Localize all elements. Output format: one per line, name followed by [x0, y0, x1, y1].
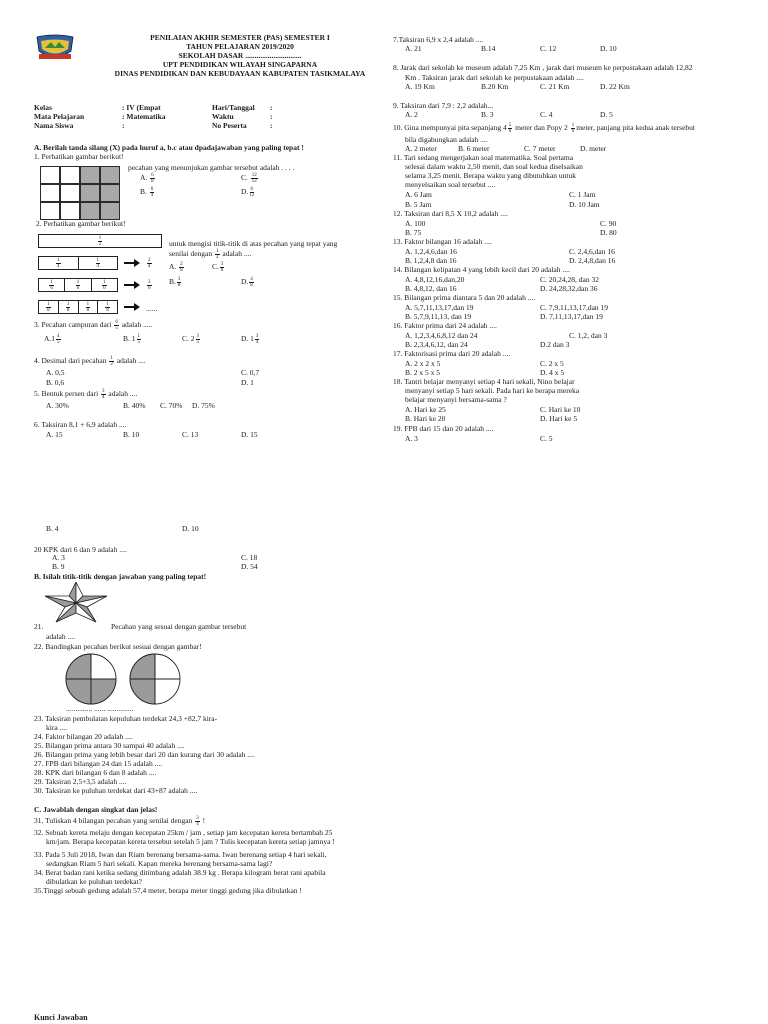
q4-option-a[interactable]: A. 0,5 [46, 368, 65, 377]
q7-option-b[interactable]: B.14 [481, 44, 496, 53]
q3-option-b[interactable]: B. 1 $\frac{1}{5}$ [123, 334, 141, 345]
question-29: 29. Taksiran 2,5+3,5 adalah .... [34, 777, 127, 786]
question-33-cont: sedangkan Riam 5 hari sekali. Kapan mereka berenang bersama-sama lagi? [46, 859, 273, 868]
q6-option-a[interactable]: A. 15 [46, 430, 63, 439]
header-dinas: DINAS PENDIDIKAN DAN KEBUDAYAAN KABUPATEN TASIKMALAYA [114, 69, 366, 78]
question-34-cont: dibulatkan ke puluhan terdekat? [46, 877, 143, 886]
question-35: 35.Tinggi sebuah gedung adalah 57,4 meter, berapa meter tinggi gedung jika dibulatkan ! [34, 886, 302, 895]
q1-option-d[interactable]: D. $\frac{6}{12}$ [241, 187, 255, 198]
question-9: 9. Taksiran dari 7,9 : 2,2 adalah... [393, 101, 494, 110]
q4-option-d[interactable]: D. 1 [241, 378, 254, 387]
q13-option-a[interactable]: A. 1,2,4,6,dan 16 [405, 247, 457, 256]
question-1: 1. Perhatikan gambar berikut! [34, 152, 124, 161]
peserta-label: No Peserta [212, 121, 247, 130]
q11-option-d[interactable]: D. 10 Jam [569, 200, 600, 209]
q8-option-c[interactable]: C. 21 Km [540, 82, 570, 91]
q2-option-d[interactable]: D. $\frac{4}{8}$ [241, 277, 253, 288]
hari-value: : [270, 103, 273, 112]
question-11-cont-2: selama 3,25 menit. Berapa waktu yang dibutuhkan untuk [405, 171, 577, 180]
q18-option-a[interactable]: A. Hari ke 25 [405, 405, 446, 414]
q14-option-d[interactable]: D. 24,28,32,dan 36 [540, 284, 598, 293]
q14-option-b[interactable]: B. 4,8,12, dan 16 [405, 284, 457, 293]
q4-option-c[interactable]: C. 0,7 [241, 368, 260, 377]
question-19: 19. FPB dari 15 dan 20 adalah .... [393, 424, 494, 433]
q20-option-b[interactable]: B. 9 [52, 562, 65, 571]
question-15: 15. Bilangan prima diantara 5 dan 20 adalah .... [393, 293, 536, 302]
nama-value: : [122, 121, 125, 130]
q5-option-c[interactable]: C. 70% [160, 401, 183, 410]
q18-option-d[interactable]: D. Hari ke 5 [540, 414, 578, 423]
section-a-heading: A. Berilah tanda silang (X) pada huruf a, b.c atau dpadajawaban yang paling tepat ! [34, 143, 304, 152]
q17-option-b[interactable]: B. 2 x 5 x 5 [405, 368, 441, 377]
question-7: 7.Taksiran 6,9 x 2,4 adalah .... [393, 35, 484, 44]
q19-option-a[interactable]: A. 3 [405, 434, 418, 443]
q7-option-a[interactable]: A. 21 [405, 44, 422, 53]
question-32: 32. Sebuah kereta melaju dengan kecepatan 25km / jam , setiap jam kecepatan kereta bertambah 25 [34, 828, 333, 837]
q16-option-b[interactable]: B. 2,3,4,6,12, dan 24 [405, 340, 468, 349]
q13-option-d[interactable]: D. 2,4,8,dan 16 [569, 256, 616, 265]
question-34: 34. Berat badan rani ketika sedang ditimbang adalah 38.9 kg . Berapa kilogram berat rani apabila [34, 868, 326, 877]
q22-answer-dots[interactable]: .............. ...... .............. [66, 704, 134, 713]
kelas-value: : IV (Empat [122, 103, 161, 112]
q10-option-d[interactable]: D. meter [580, 144, 607, 153]
q7-option-d[interactable]: D. 10 [600, 44, 617, 53]
kelas-label: Kelas [34, 103, 52, 112]
waktu-label: Waktu [212, 112, 234, 121]
question-8: 8. Jarak dari sekolah ke museum adalah 7,25 Km , jarak dari museum ke perpustakaan adalah 12,82 [393, 63, 693, 72]
question-10-cont: bila digabungkan adalah .... [405, 135, 488, 144]
q6-option-d[interactable]: D. 15 [241, 430, 258, 439]
question-8-cont: Km . Taksiran jarak dari sekolah ke perpustakaan adalah .... [405, 73, 584, 82]
q3-option-a[interactable]: A.1 $\frac{4}{5}$ [44, 334, 60, 345]
question-4: 4. Desimal dari pecahan $\frac{1}{2}$ adalah .... [34, 356, 146, 367]
q16-option-d[interactable]: D.2 dan 3 [540, 340, 570, 349]
q5-option-b[interactable]: B. 40% [123, 401, 146, 410]
q1-option-c[interactable]: C. $\frac{12}{12}$ [241, 173, 257, 184]
q1-option-a[interactable]: A. $\frac{6}{8}$ [140, 173, 154, 184]
q8-option-a[interactable]: A. 19 Km [405, 82, 435, 91]
q14-option-a[interactable]: A. 4,8,12,16,dan,20 [405, 275, 465, 284]
header-school: SEKOLAH DASAR .............................. [178, 51, 302, 60]
question-18: 18. Tantri belajar menyanyi setiap 4 hari sekali, Nino belajar [393, 377, 575, 386]
question-21: 21. [34, 622, 44, 631]
peserta-value: : [270, 121, 273, 130]
q10-option-b[interactable]: B. 6 meter [458, 144, 490, 153]
question-2: 2. Perhatikan gambar berikut! [36, 219, 126, 228]
question-18-cont-2: belajar menyanyi bersama-sama ? [405, 395, 507, 404]
mapel-value: : Matematika [122, 112, 166, 121]
q12-option-c[interactable]: C. 90 [600, 219, 617, 228]
q5-option-a[interactable]: A. 30% [46, 401, 69, 410]
answer-key-heading: Kunci Jawaban [34, 1013, 88, 1022]
question-11-cont-1: selesai dalam waktu 2,50 menit, dan soal kedua diselsaikan [405, 162, 583, 171]
question-17: 17. Faktorisasi prima dari 20 adalah .... [393, 349, 511, 358]
question-12: 12. Taksiran dari 8,5 X 10,2 adalah .... [393, 209, 508, 218]
q18-option-c[interactable]: C. Hari ke 10 [540, 405, 581, 414]
q1-grid-figure [40, 166, 120, 220]
question-23: 23. Taksiran pembulatan kepuluhan terdekat 24,3 +82,7 kira- [34, 714, 218, 723]
q16-option-a[interactable]: A. 1,2,3,4,6,8,12 dan 24 [405, 331, 478, 340]
question-32-cont: km/jam. Berapa kecepatan kereta tersebut setelah 5 jam ? Tulis kecepatan kereta setiap jamnya ! [46, 837, 335, 846]
q8-option-d[interactable]: D. 22 Km [600, 82, 630, 91]
hari-label: Hari/Tanggal [212, 103, 255, 112]
q20-option-a[interactable]: A. 3 [52, 553, 65, 562]
q1-option-b[interactable]: B. $\frac{6}{4}$ [140, 187, 154, 198]
question-11-cont-3: menyelsaikan soal tersebut .... [405, 180, 496, 189]
q7-option-c[interactable]: C. 12 [540, 44, 557, 53]
question-22: 22. Bandingkan pecahan berikut sesuai dengan gambar! [34, 642, 202, 651]
q14-option-c[interactable]: C. 20,24,28, dan 32 [540, 275, 599, 284]
question-11: 11. Tari sedang mengerjakan soal matematika. Soal pertama [393, 153, 574, 162]
q2-dots: ...... [146, 304, 158, 313]
q15-option-c[interactable]: C. 7,9,11,13,17,dan 19 [540, 303, 609, 312]
q5-option-d[interactable]: D. 75% [192, 401, 215, 410]
q17-option-d[interactable]: D. 4 x 5 [540, 368, 565, 377]
q15-option-b[interactable]: B. 5,7,9,11,13, dan 19 [405, 312, 472, 321]
q10-option-c[interactable]: C. 7 meter [524, 144, 556, 153]
q15-option-d[interactable]: D. 7,11,13,17,dan 19 [540, 312, 603, 321]
question-5: 5. Bentuk persen dari $\frac{3}{4}$ adalah .... [34, 389, 138, 400]
q3-option-d[interactable]: D. 1 $\frac{3}{4}$ [241, 334, 259, 345]
q22-circles-figure [64, 652, 184, 706]
q21-star-figure [44, 581, 108, 623]
q2-option-b[interactable]: B. $\frac{3}{8}$ [169, 277, 181, 288]
question-6: 6. Taksiran 8,1 + 6,9 adalah .... [34, 420, 127, 429]
q20-option-d[interactable]: D. 54 [241, 562, 258, 571]
q3-option-c[interactable]: C. 2 $\frac{3}{5}$ [182, 334, 200, 345]
section-c-heading: C. Jawablah dengan singkat dan jelas! [34, 805, 158, 814]
q9-option-d[interactable]: D. 5 [600, 110, 613, 119]
q17-option-a[interactable]: A. 2 x 2 x 5 [405, 359, 441, 368]
q9-option-a[interactable]: A. 2 [405, 110, 418, 119]
q6-option-b[interactable]: B. 10 [123, 430, 140, 439]
question-13: 13. Faktor bilangan 16 adalah .... [393, 237, 492, 246]
q2-text-1: untuk mengisi titik-titik di atas pecahan yang tepat yang [169, 239, 338, 248]
question-27: 27. FPB dari bilangan 24 dan 15 adalah .... [34, 759, 163, 768]
question-31: 31. Tuliskan 4 bilangan pecahan yang senilai dengan $\frac{3}{4}$ ! [34, 816, 206, 827]
q19-option-b[interactable]: B. 4 [46, 524, 59, 533]
question-26: 26. Bilangan prima yang lebih besar dari 20 dan kurang dari 30 adalah .... [34, 750, 255, 759]
q21-text: Pecahan yang sesuai dengan gambar tersebut [111, 622, 247, 631]
question-14: 14. Bilangan kelipatan 4 yang lebih kecil dari 20 adalah .... [393, 265, 570, 274]
mapel-label: Mata Pelajaran [34, 112, 85, 121]
q16-option-c[interactable]: C. 1,2, dan 3 [569, 331, 608, 340]
info-block [34, 103, 384, 131]
q18-option-b[interactable]: B. Hari ke 20 [405, 414, 446, 423]
question-23-cont: kira .... [46, 723, 68, 732]
q6-option-c[interactable]: C. 13 [182, 430, 199, 439]
q12-option-a[interactable]: A. 100 [405, 219, 426, 228]
question-10: 10. Gina mempunyai pita sepanjang 4 $\frac{5}{6}$ meter dan Popy 2 $\frac{1}{6}$ meter, panjang pita kedua anak tersebut [393, 123, 696, 134]
question-30: 30. Taksiran ke puluhan terdekat dari 43+87 adalah .... [34, 786, 198, 795]
question-3: 3. Pecahan campuran dari $\frac{6}{5}$ adalah ..... [34, 320, 153, 331]
header-upt: UPT PENDIDIKAN WILAYAH SINGAPARNA [162, 60, 318, 69]
q11-option-b[interactable]: B. 5 Jam [405, 200, 432, 209]
question-16: 16. Faktor prima dari 24 adalah .... [393, 321, 497, 330]
waktu-value: : [270, 112, 273, 121]
q12-option-b[interactable]: B. 75 [405, 228, 422, 237]
q11-option-c[interactable]: C. 1 Jam [569, 190, 596, 199]
q2-option-c[interactable]: C. $\frac{3}{8}$ [212, 262, 224, 273]
q4-option-b[interactable]: B. 0,6 [46, 378, 65, 387]
header-year: TAHUN PELAJARAN 2019/2020 [186, 42, 294, 51]
q20-option-c[interactable]: C. 18 [241, 553, 258, 562]
question-18-cont-1: menyanyi setiap 5 hari sekali. Pada hari ke berapa mereka [405, 386, 580, 395]
q21-text-2: adalah .... [46, 632, 75, 641]
q12-option-d[interactable]: D. 80 [600, 228, 617, 237]
q15-option-a[interactable]: A. 5,7,11,13,17,dan 19 [405, 303, 474, 312]
q19-option-d[interactable]: D. 10 [182, 524, 199, 533]
q1-text: pecahan yang menunjukan gambar tersebut adalah . . . . [128, 163, 295, 172]
q19-option-c[interactable]: C. 5 [540, 434, 553, 443]
q13-option-b[interactable]: B. 1,2,4,8 dan 16 [405, 256, 457, 265]
q9-option-c[interactable]: C. 4 [540, 110, 553, 119]
q17-option-c[interactable]: C. 2 x 5 [540, 359, 564, 368]
q10-option-a[interactable]: A. 2 meter [405, 144, 437, 153]
question-20: 20 KPK dari 6 dan 9 adalah .... [34, 545, 127, 554]
q9-option-b[interactable]: B. 3 [481, 110, 494, 119]
question-25: 25. Bilangan prima antara 30 sampai 40 adalah .... [34, 741, 185, 750]
school-logo [33, 33, 77, 63]
q11-option-a[interactable]: A. 6 Jam [405, 190, 432, 199]
q2-option-a[interactable]: A. $\frac{2}{8}$ [169, 262, 183, 273]
section-b-heading: B. Isilah titik-titik dengan jawaban yang paling tepat! [34, 572, 207, 581]
q13-option-c[interactable]: C. 2,4,6,dan 16 [569, 247, 615, 256]
question-28: 28. KPK dari bilangan 6 dan 8 adalah .... [34, 768, 157, 777]
header-title: PENILAIAN AKHIR SEMESTER (PAS) SEMESTER I [150, 33, 330, 42]
q8-option-b[interactable]: B.20 Km [481, 82, 509, 91]
question-33: 33. Pada 5 Juli 2018, Iwan dan Riam berenang bersama-sama. Iwan berenang setiap 4 hari sekali, [34, 850, 327, 859]
question-24: 24. Faktor bilangan 20 adalah .... [34, 732, 133, 741]
nama-label: Nama Siswa [34, 121, 74, 130]
q2-text-2: senilai dengan $\frac{1}{2}$ adalah .... [169, 249, 252, 260]
